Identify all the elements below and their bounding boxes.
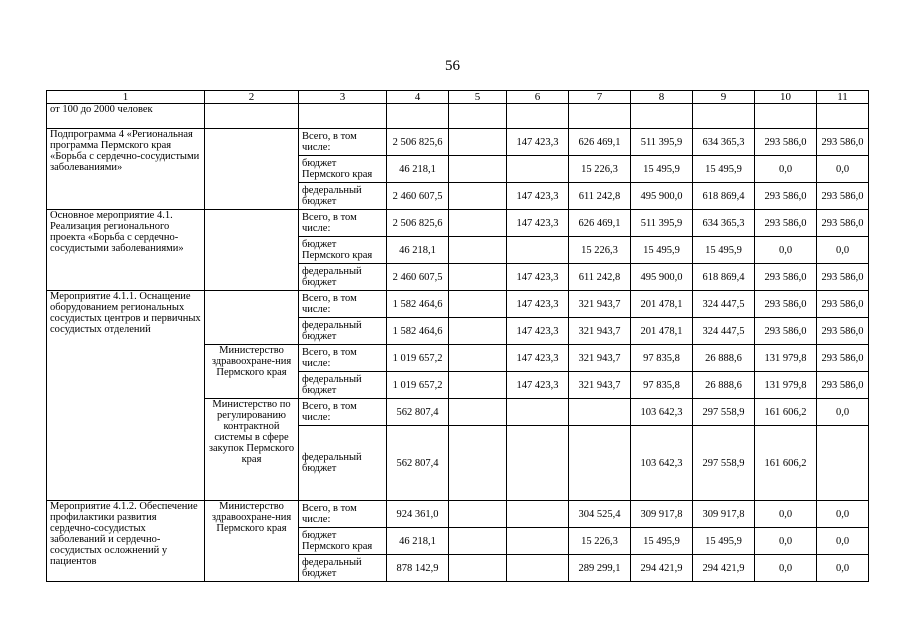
- cell-c4: 562 807,4: [387, 399, 449, 426]
- cell-c9: 324 447,5: [693, 291, 755, 318]
- funding-source: федеральный бюджет: [299, 318, 387, 345]
- cell-c6: 147 423,3: [507, 291, 569, 318]
- cell-c8: 495 900,0: [631, 183, 693, 210]
- activity-4-1-1: [47, 291, 869, 501]
- cell-c9: 634 365,3: [693, 210, 755, 237]
- cell-c5: [449, 372, 507, 399]
- table-row: [47, 104, 869, 129]
- cell-c10: 293 586,0: [755, 318, 817, 345]
- activity-name: Мероприятие 4.1.2. Обеспечение профилактики развития сердечно-сосудистых заболеваний и сердечно-сосудистых осложнений у пациентов: [47, 501, 205, 582]
- cell-c10: 161 606,2: [755, 399, 817, 426]
- funding-source: федеральный бюджет: [299, 264, 387, 291]
- cell-c7: 15 226,3: [569, 237, 631, 264]
- cell-c10: 131 979,8: [755, 345, 817, 372]
- main-activity-4-1: [47, 210, 869, 291]
- cell-c8: 495 900,0: [631, 264, 693, 291]
- budget-table: [46, 90, 869, 582]
- cell-c11: 0,0: [817, 555, 869, 582]
- cell-c9: 634 365,3: [693, 129, 755, 156]
- cell-c9: 618 869,4: [693, 183, 755, 210]
- funding-source: Всего, в том числе:: [299, 129, 387, 156]
- executor: [205, 210, 299, 291]
- cell-c11: 293 586,0: [817, 129, 869, 156]
- col-header: 9: [693, 91, 755, 104]
- activity-name: Мероприятие 4.1.1. Оснащение оборудованием региональных сосудистых центров и первичных сосудистых отделений: [47, 291, 205, 501]
- cell-c5: [449, 318, 507, 345]
- cell-c7: 611 242,8: [569, 183, 631, 210]
- cell-c7: 321 943,7: [569, 372, 631, 399]
- cell-c11: 293 586,0: [817, 210, 869, 237]
- cell-c7: 304 525,4: [569, 501, 631, 528]
- cell-c10: 0,0: [755, 528, 817, 555]
- cell-c6: 147 423,3: [507, 372, 569, 399]
- cell-c6: 147 423,3: [507, 318, 569, 345]
- cell-c6: [507, 237, 569, 264]
- cell-c11: 0,0: [817, 156, 869, 183]
- funding-source: федеральный бюджет: [299, 183, 387, 210]
- cell-c6: 147 423,3: [507, 183, 569, 210]
- funding-source: Всего, в том числе:: [299, 345, 387, 372]
- executor: [205, 129, 299, 210]
- cell-c5: [449, 555, 507, 582]
- table-row: [47, 501, 869, 528]
- cell-c9: 15 495,9: [693, 237, 755, 264]
- cell-c10: 293 586,0: [755, 291, 817, 318]
- cell-c6: [507, 156, 569, 183]
- cell-c8: 103 642,3: [631, 426, 693, 501]
- cell-c11: 293 586,0: [817, 345, 869, 372]
- funding-source: федеральный бюджет: [299, 426, 387, 501]
- col-header: 10: [755, 91, 817, 104]
- cell-c9: 294 421,9: [693, 555, 755, 582]
- cell-c4: 1 019 657,2: [387, 345, 449, 372]
- cell-c6: 147 423,3: [507, 345, 569, 372]
- cell-c4: 46 218,1: [387, 237, 449, 264]
- cell-c8: 97 835,8: [631, 345, 693, 372]
- table-row: [47, 210, 869, 237]
- cell-c4: 2 460 607,5: [387, 183, 449, 210]
- funding-source: бюджет Пермского края: [299, 156, 387, 183]
- cell-c8: 15 495,9: [631, 156, 693, 183]
- cell-c11: 293 586,0: [817, 183, 869, 210]
- cell-c8: 511 395,9: [631, 210, 693, 237]
- col-header: 11: [817, 91, 869, 104]
- cell-c7: 321 943,7: [569, 345, 631, 372]
- funding-source: бюджет Пермского края: [299, 528, 387, 555]
- cell-c7: 15 226,3: [569, 528, 631, 555]
- cell-c10: 0,0: [755, 555, 817, 582]
- cell-c5: [449, 264, 507, 291]
- cell-c5: [449, 156, 507, 183]
- cell-c11: 293 586,0: [817, 264, 869, 291]
- funding-source: бюджет Пермского края: [299, 237, 387, 264]
- table-row: [47, 129, 869, 156]
- cell-c5: [449, 399, 507, 426]
- funding-source: Всего, в том числе:: [299, 399, 387, 426]
- cell-c5: [449, 237, 507, 264]
- cell-c5: [449, 129, 507, 156]
- col-header: 4: [387, 91, 449, 104]
- cell-c5: [449, 210, 507, 237]
- executor: [205, 291, 299, 345]
- header-row: [47, 91, 869, 104]
- cell-c11: 0,0: [817, 528, 869, 555]
- cell-c4: 2 506 825,6: [387, 210, 449, 237]
- cell-c6: 147 423,3: [507, 210, 569, 237]
- cell-c4: 46 218,1: [387, 156, 449, 183]
- cell-c9: 309 917,8: [693, 501, 755, 528]
- continued-text: от 100 до 2000 человек: [47, 104, 205, 129]
- cell-c5: [449, 345, 507, 372]
- cell-c7: 626 469,1: [569, 129, 631, 156]
- activity-name: Подпрограмма 4 «Региональная программа Пермского края «Борьба с сердечно-сосудистыми заболеваниями»: [47, 129, 205, 210]
- col-header: 1: [47, 91, 205, 104]
- funding-source: Всего, в том числе:: [299, 291, 387, 318]
- cell-c7: 611 242,8: [569, 264, 631, 291]
- funding-source: Всего, в том числе:: [299, 501, 387, 528]
- cell-c6: [507, 555, 569, 582]
- cell-c7: [569, 426, 631, 501]
- subprogram-4: [47, 129, 869, 210]
- cell-c8: 103 642,3: [631, 399, 693, 426]
- cell-c8: 201 478,1: [631, 318, 693, 345]
- executor: Министерство по регулированию контрактной системы в сфере закупок Пермского края: [205, 399, 299, 501]
- cell-c4: 2 506 825,6: [387, 129, 449, 156]
- cell-c11: 0,0: [817, 237, 869, 264]
- cell-c9: 26 888,6: [693, 345, 755, 372]
- cell-c8: 201 478,1: [631, 291, 693, 318]
- cell-c10: 131 979,8: [755, 372, 817, 399]
- cell-c5: [449, 291, 507, 318]
- table-row: [47, 291, 869, 318]
- cell-c9: 26 888,6: [693, 372, 755, 399]
- cell-c6: 147 423,3: [507, 129, 569, 156]
- cell-c7: 321 943,7: [569, 318, 631, 345]
- cell-c8: 294 421,9: [631, 555, 693, 582]
- cell-c10: 293 586,0: [755, 210, 817, 237]
- cell-c10: 0,0: [755, 237, 817, 264]
- cell-c10: 293 586,0: [755, 264, 817, 291]
- cell-c10: 293 586,0: [755, 183, 817, 210]
- cell-c11: 293 586,0: [817, 291, 869, 318]
- cell-c9: 15 495,9: [693, 528, 755, 555]
- cell-c4: 1 582 464,6: [387, 291, 449, 318]
- col-header: 5: [449, 91, 507, 104]
- activity-name: Основное мероприятие 4.1. Реализация регионального проекта «Борьба с сердечно-сосудистыми заболеваниями»: [47, 210, 205, 291]
- funding-source: федеральный бюджет: [299, 555, 387, 582]
- cell-c8: 511 395,9: [631, 129, 693, 156]
- funding-source: Всего, в том числе:: [299, 210, 387, 237]
- cell-c4: 562 807,4: [387, 426, 449, 501]
- cell-c10: 293 586,0: [755, 129, 817, 156]
- cell-c9: 618 869,4: [693, 264, 755, 291]
- cell-c9: 297 558,9: [693, 426, 755, 501]
- cell-c5: [449, 528, 507, 555]
- cell-c9: 15 495,9: [693, 156, 755, 183]
- cell-c9: 297 558,9: [693, 399, 755, 426]
- col-header: 3: [299, 91, 387, 104]
- cell-c11: 293 586,0: [817, 372, 869, 399]
- col-header: 2: [205, 91, 299, 104]
- col-header: 8: [631, 91, 693, 104]
- col-header: 7: [569, 91, 631, 104]
- cell-c7: 626 469,1: [569, 210, 631, 237]
- cell-c11: 0,0: [817, 501, 869, 528]
- cell-c6: [507, 399, 569, 426]
- col-header: 6: [507, 91, 569, 104]
- cell-c7: 289 299,1: [569, 555, 631, 582]
- cell-c4: 46 218,1: [387, 528, 449, 555]
- cell-c8: 15 495,9: [631, 237, 693, 264]
- cell-c7: 321 943,7: [569, 291, 631, 318]
- cell-c5: [449, 183, 507, 210]
- cell-c7: 15 226,3: [569, 156, 631, 183]
- page-number: 56: [445, 58, 460, 74]
- cell-c6: [507, 426, 569, 501]
- cell-c8: 309 917,8: [631, 501, 693, 528]
- cell-c6: [507, 501, 569, 528]
- executor: Министерство здравоохране-ния Пермского края: [205, 501, 299, 582]
- activity-4-1-2: [47, 501, 869, 582]
- cell-c4: 1 582 464,6: [387, 318, 449, 345]
- cell-c4: 924 361,0: [387, 501, 449, 528]
- executor: Министерство здравоохране-ния Пермского края: [205, 345, 299, 399]
- cell-c9: 324 447,5: [693, 318, 755, 345]
- funding-source: федеральный бюджет: [299, 372, 387, 399]
- cell-c6: [507, 528, 569, 555]
- cell-c10: 0,0: [755, 156, 817, 183]
- cell-c4: 1 019 657,2: [387, 372, 449, 399]
- cell-c4: 878 142,9: [387, 555, 449, 582]
- cell-c6: 147 423,3: [507, 264, 569, 291]
- cell-c11: 293 586,0: [817, 318, 869, 345]
- cell-c11: 0,0: [817, 399, 869, 426]
- cell-c4: 2 460 607,5: [387, 264, 449, 291]
- cell-c5: [449, 426, 507, 501]
- cell-c8: 97 835,8: [631, 372, 693, 399]
- cell-c10: 161 606,2: [755, 426, 817, 501]
- cell-c10: 0,0: [755, 501, 817, 528]
- cell-c11: [817, 426, 869, 501]
- cell-c7: [569, 399, 631, 426]
- cell-c8: 15 495,9: [631, 528, 693, 555]
- cell-c5: [449, 501, 507, 528]
